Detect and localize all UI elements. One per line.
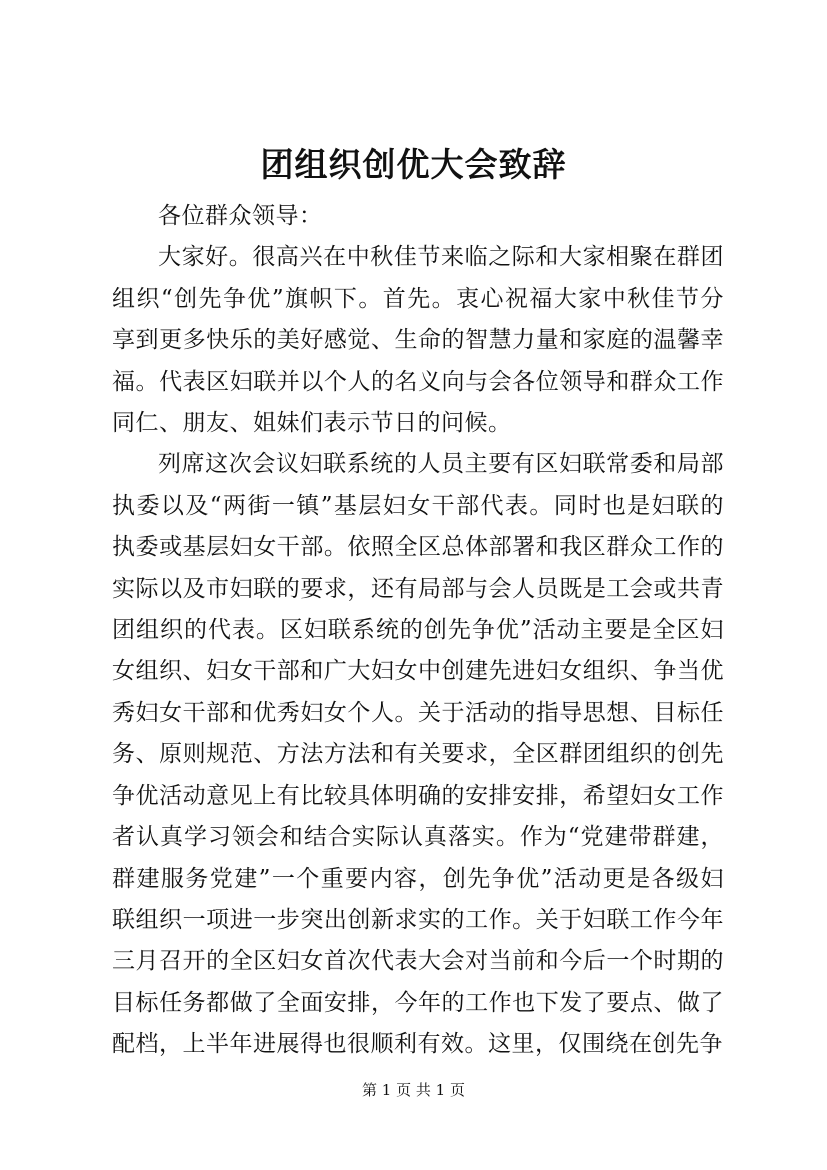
page-number-footer: 第 1 页 共 1 页 xyxy=(362,1081,465,1099)
paragraph-2: 列席这次会议妇联系统的人员主要有区妇联常委和局部执委以及“两街一镇”基层妇女干部代表。同时也是妇联的执委或基层妇女干部。依照全区总体部署和我区群众工作的实际以及市妇联的要求，还有局部与会人员既是工会或共青团组织的代表。区妇联系统的创先争优”活动主要是全区妇女组织、妇女干部和广大妇女中创建先进妇女组织、争当优秀妇女干部和优秀妇女个人。关于活动的指导思想、目标任务、原则规范、方法方法和有关要求，全区群团组织的创先争优活动意见上有比较具体明确的安排安排，希望妇女工作者认真学习领会和结合实际认真落实。作为“党建带群建，群建服务党建”一个重要内容，创先争优”活动更是各级妇联组织一项进一步突出创新求实的工作。关于妇联工作今年三月召开的全区妇女首次代表大会对当前和今后一个时期的目标任务都做了全面安排，今年的工作也下发了要点、做了配档，上半年进展得也很顺利有效。这里，仅围绕在创先争 xyxy=(112,451,724,1058)
paragraph-1: 大家好。很高兴在中秋佳节来临之际和大家相聚在群团组织“创先争优”旗帜下。首先。衷心祝福大家中秋佳节分享到更多快乐的美好感觉、生命的智慧力量和家庭的温馨幸福。代表区妇联并以个人的名义向与会各位领导和群众工作同仁、朋友、姐妹们表示节日的问候。 xyxy=(112,244,724,437)
document-title: 团组织创优大会致辞 xyxy=(260,145,567,184)
salutation: 各位群众领导： xyxy=(158,203,323,229)
document-body xyxy=(112,196,724,1066)
